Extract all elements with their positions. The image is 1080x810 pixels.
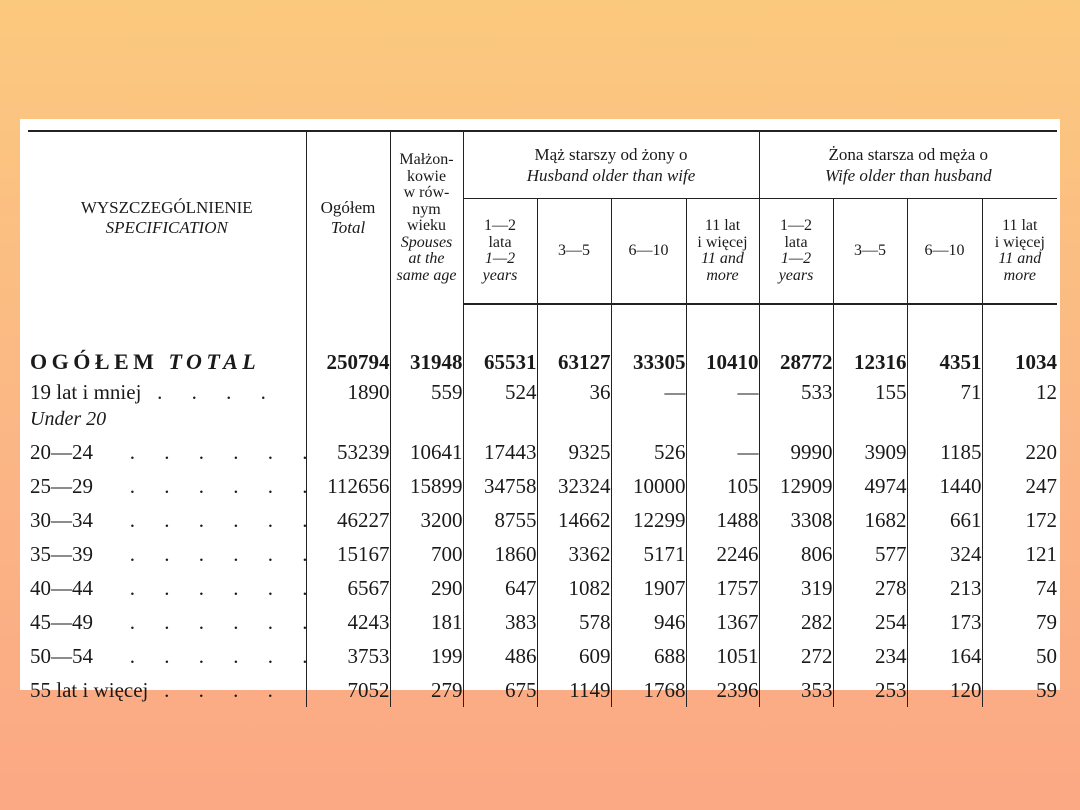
table-cell: 121 <box>1025 541 1058 566</box>
table-cell: 3308 <box>759 503 833 537</box>
header-wife-1-2: 1—2 lata 1—2 years <box>759 199 833 305</box>
table-cell: 647 <box>463 571 537 605</box>
table-cell: 12316 <box>833 304 907 376</box>
table-cell: 65531 <box>463 304 537 376</box>
table-cell: 12 <box>1036 379 1058 404</box>
table-cell: 278 <box>833 571 907 605</box>
table-cell: 661 <box>907 503 982 537</box>
header-husband-3-5: 3—5 <box>537 199 611 305</box>
table-cell: 32324 <box>537 469 611 503</box>
table-cell: 79 <box>1036 609 1058 634</box>
table-cell: 53239 <box>306 435 390 469</box>
table-cell: 578 <box>537 605 611 639</box>
table-cell: 272 <box>759 639 833 673</box>
table-row <box>28 571 1057 605</box>
table-cell: 1185 <box>907 435 982 469</box>
table-cell: 14662 <box>537 503 611 537</box>
header-wife-older: Żona starsza od męża o Wife older than husband <box>759 131 1057 199</box>
table-cell: 172 <box>1025 507 1058 532</box>
table-cell: 946 <box>611 605 686 639</box>
row-label: 25—29 . . . . . . <box>28 469 306 503</box>
row-label-under-20: Under 20 <box>28 408 306 435</box>
row-label: 20—24 . . . . . . <box>28 435 306 469</box>
table-row <box>28 376 1057 408</box>
row-label: 19 lat i mniej . . . . <box>28 376 306 408</box>
table-cell: 2396 <box>686 673 759 707</box>
table-cell: 10000 <box>611 469 686 503</box>
table-cell: 1890 <box>306 376 390 408</box>
header-total: Ogółem Total <box>306 131 390 304</box>
table-row <box>28 537 1057 571</box>
table-cell: 1051 <box>686 639 759 673</box>
table-cell: 1367 <box>686 605 759 639</box>
table-cell: 526 <box>611 435 686 469</box>
table-cell: 3753 <box>306 639 390 673</box>
table-cell: 383 <box>463 605 537 639</box>
table-cell: 63127 <box>537 304 611 376</box>
table-cell: 120 <box>907 673 982 707</box>
table-cell: 279 <box>390 673 463 707</box>
table-cell: 319 <box>759 571 833 605</box>
table-cell: 1149 <box>537 673 611 707</box>
table-cell: 33305 <box>611 304 686 376</box>
row-label: 45—49 . . . . . . <box>28 605 306 639</box>
table-cell: 213 <box>907 571 982 605</box>
table-cell: 173 <box>907 605 982 639</box>
table-cell: 28772 <box>759 304 833 376</box>
row-label: 30—34 . . . . . . <box>28 503 306 537</box>
table-row <box>28 605 1057 639</box>
table-cell: — <box>686 376 759 408</box>
table-cell: 9325 <box>537 435 611 469</box>
table-cell: 15899 <box>390 469 463 503</box>
table-cell: 164 <box>907 639 982 673</box>
table-cell: 46227 <box>306 503 390 537</box>
table-cell: 181 <box>390 605 463 639</box>
table-cell: 486 <box>463 639 537 673</box>
row-label: 40—44 . . . . . . <box>28 571 306 605</box>
table-cell: 155 <box>833 376 907 408</box>
table-cell: 17443 <box>463 435 537 469</box>
header-husband-6-10: 6—10 <box>611 199 686 305</box>
table-cell: 250794 <box>306 304 390 376</box>
table-cell: 10410 <box>686 304 759 376</box>
table-cell: 4243 <box>306 605 390 639</box>
table-row <box>28 639 1057 673</box>
header-husband-1-2: 1—2 lata 1—2 years <box>463 199 537 305</box>
table-cell: 3909 <box>833 435 907 469</box>
table-cell: 5171 <box>611 537 686 571</box>
table-cell: 199 <box>390 639 463 673</box>
table-cell: 220 <box>1025 439 1058 464</box>
statistics-table <box>28 130 1057 707</box>
table-cell: 253 <box>833 673 907 707</box>
table-cell: 6567 <box>306 571 390 605</box>
table-cell: 254 <box>833 605 907 639</box>
table-cell: 74 <box>1036 575 1058 600</box>
header-husband-11-more: 11 lat i więcej 11 and more <box>686 199 759 305</box>
table-cell: 533 <box>759 376 833 408</box>
table-cell: 34758 <box>463 469 537 503</box>
table-cell: 577 <box>833 537 907 571</box>
table-cell: 10641 <box>390 435 463 469</box>
table-cell: 112656 <box>306 469 390 503</box>
table-cell: 688 <box>611 639 686 673</box>
header-wife-11-more: 11 lat i więcej 11 and more <box>982 199 1057 305</box>
table-cell: 3200 <box>390 503 463 537</box>
table-cell: 282 <box>759 605 833 639</box>
table-cell: 12909 <box>759 469 833 503</box>
total-row-label: OGÓŁEM TOTAL <box>28 304 306 376</box>
table-cell: 1034 <box>1015 350 1058 374</box>
row-label: 55 lat i więcej . . . . <box>28 673 306 707</box>
table-cell: 559 <box>390 376 463 408</box>
table-cell: 31948 <box>390 304 463 376</box>
table-cell: 8755 <box>463 503 537 537</box>
table-cell: 290 <box>390 571 463 605</box>
table-cell: 353 <box>759 673 833 707</box>
row-label: 50—54 . . . . . . <box>28 639 306 673</box>
table-cell: 3362 <box>537 537 611 571</box>
table-cell: 1768 <box>611 673 686 707</box>
table-cell: 4351 <box>907 304 982 376</box>
table-cell: 12299 <box>611 503 686 537</box>
table-cell: — <box>686 435 759 469</box>
table-cell: 1682 <box>833 503 907 537</box>
header-specification: WYSZCZEGÓLNIENIE SPECIFICATION <box>28 131 306 304</box>
table-cell: 324 <box>907 537 982 571</box>
table-cell: — <box>611 376 686 408</box>
header-husband-older: Mąż starszy od żony o Husband older than wife <box>463 131 759 199</box>
table-row <box>28 435 1057 469</box>
table-panel <box>20 119 1060 702</box>
table-row <box>28 408 1057 435</box>
table-row <box>28 673 1057 707</box>
table-cell: 4974 <box>833 469 907 503</box>
table-cell: 609 <box>537 639 611 673</box>
table-cell: 1488 <box>686 503 759 537</box>
table-cell: 247 <box>1025 473 1058 498</box>
table-cell: 234 <box>833 639 907 673</box>
table-cell: 1082 <box>537 571 611 605</box>
table-row <box>28 469 1057 503</box>
table-cell: 15167 <box>306 537 390 571</box>
table-cell: 105 <box>686 469 759 503</box>
table-cell: 1440 <box>907 469 982 503</box>
header-wife-3-5: 3—5 <box>833 199 907 305</box>
table-cell: 71 <box>907 376 982 408</box>
table-cell: 59 <box>1036 677 1058 702</box>
table-cell: 1860 <box>463 537 537 571</box>
table-cell: 806 <box>759 537 833 571</box>
table-cell: 50 <box>1036 643 1058 668</box>
table-row <box>28 503 1057 537</box>
header-wife-6-10: 6—10 <box>907 199 982 305</box>
table-cell: 2246 <box>686 537 759 571</box>
table-cell: 524 <box>463 376 537 408</box>
table-cell: 7052 <box>306 673 390 707</box>
header-same-age: Małżon- kowie w rów- nym wieku Spouses at the same age <box>390 131 463 304</box>
table-cell: 700 <box>390 537 463 571</box>
table-cell: 9990 <box>759 435 833 469</box>
table-cell: 1757 <box>686 571 759 605</box>
table-cell: 1907 <box>611 571 686 605</box>
table-cell: 36 <box>537 376 611 408</box>
total-row <box>28 304 1057 376</box>
row-label: 35—39 . . . . . . <box>28 537 306 571</box>
table-cell: 675 <box>463 673 537 707</box>
